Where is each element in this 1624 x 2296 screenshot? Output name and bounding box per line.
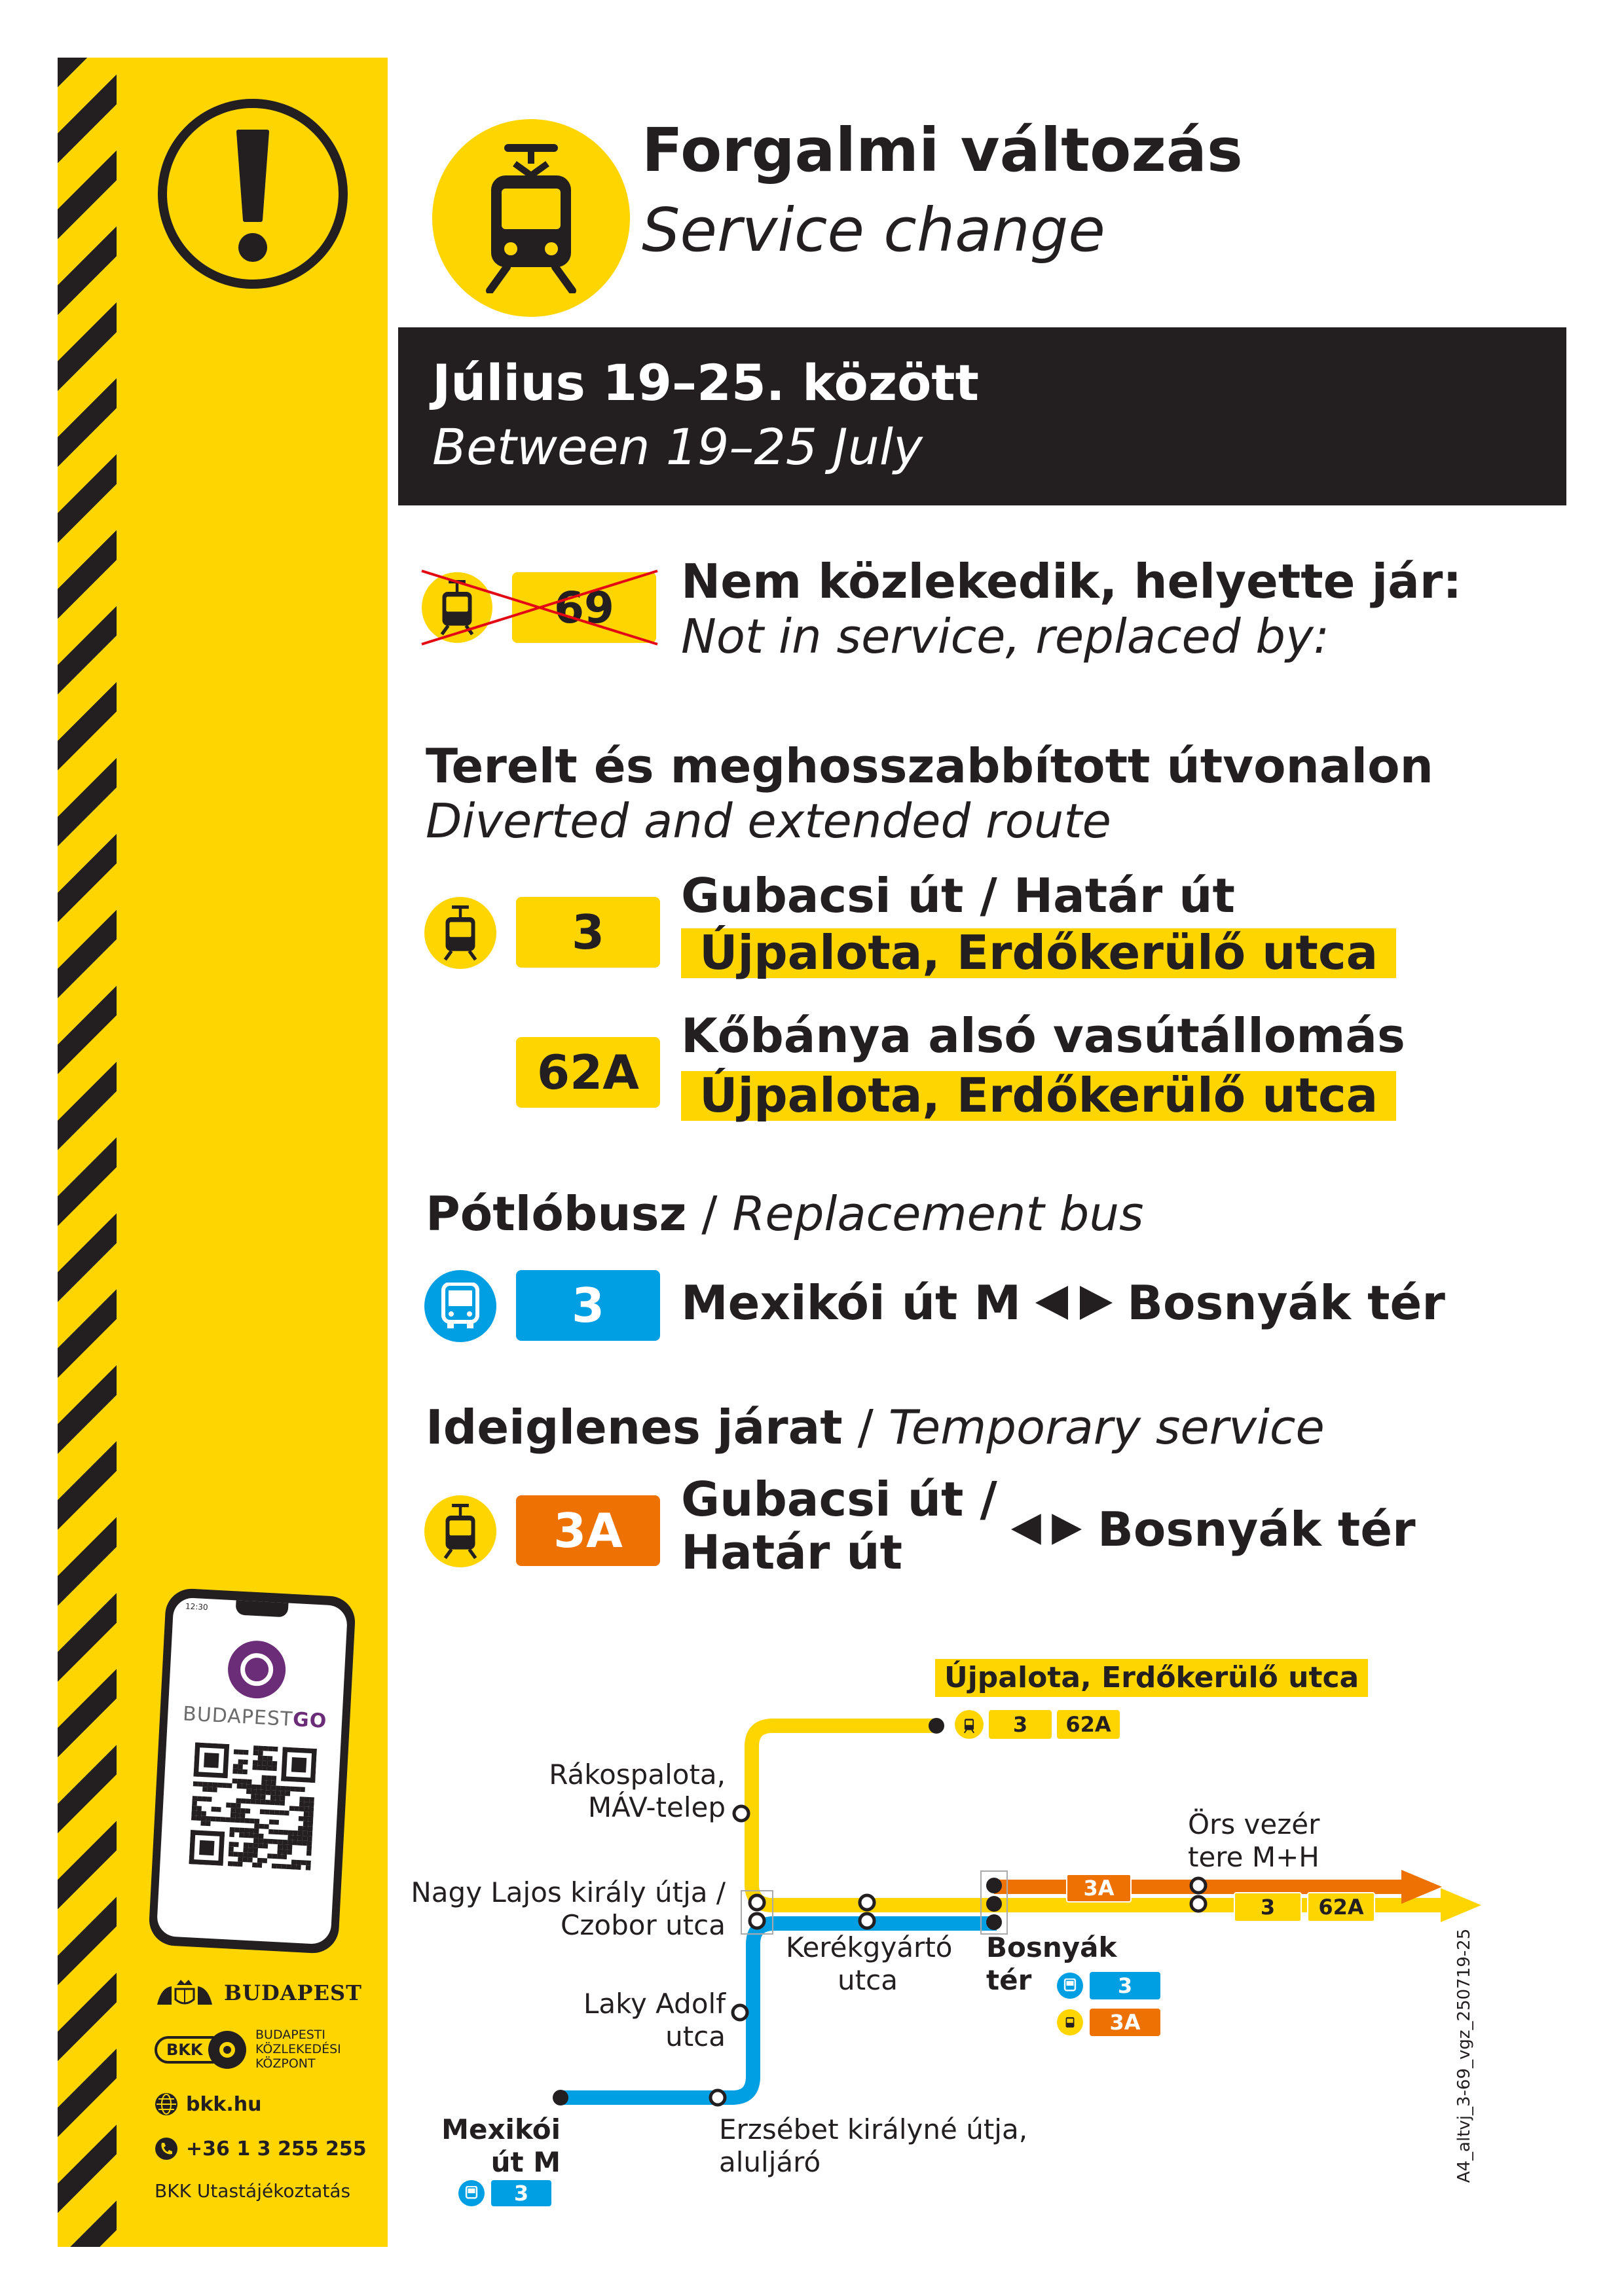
date-hu: Július 19–25. között xyxy=(432,354,979,412)
stop-terminus xyxy=(929,1718,944,1734)
route-62a-from: Kőbánya alsó vasútállomás xyxy=(681,1008,1405,1063)
bkk-logo: BKK BUDAPESTI KÖZLEKEDÉSI KÖZPONT xyxy=(155,2028,341,2071)
map-orange-line-badge: 3A xyxy=(1066,1874,1132,1903)
line-badge-69: 69 xyxy=(512,572,656,643)
line-badge-62a: 62A xyxy=(516,1037,660,1108)
temporary-heading: Ideiglenes járat / Temporary service xyxy=(426,1400,1325,1455)
app-name: BUDAPESTGO xyxy=(182,1702,328,1733)
route-3-from: Gubacsi út / Határ út xyxy=(681,868,1235,923)
stop-kerekgyarto xyxy=(860,1914,874,1928)
map-yellow-line-badges: 3 62A xyxy=(1234,1892,1375,1922)
passenger-info-label: BKK Utastájékoztatás xyxy=(155,2180,351,2202)
phone-number[interactable]: +36 1 3 255 255 xyxy=(155,2137,367,2160)
stop-laky xyxy=(733,2005,747,2020)
document-code: A4_altvj_3-69_vgz_250719-25 xyxy=(1454,1928,1474,2183)
line-badge-3: 3 xyxy=(516,897,660,968)
diverted-heading-hu: Terelt és meghosszabbított útvonalon xyxy=(426,738,1433,793)
date-en: Between 19–25 July xyxy=(432,418,923,476)
map-stop-bosnyak: Bosnyák tér xyxy=(986,1931,1117,1996)
stop-bosnyak xyxy=(986,1896,1002,1912)
route-3-to: Újpalota, Erdőkerülő utca xyxy=(681,928,1396,978)
stop-mexikoi xyxy=(553,2090,568,2105)
map-stop-erzsebet: Erzsébet királyné útja, aluljáró xyxy=(719,2113,1028,2178)
diverted-heading-en: Diverted and extended route xyxy=(426,793,1111,848)
map-stop-nagy-lajos: Nagy Lajos király útja / Czobor utca xyxy=(411,1876,726,1941)
stop-kerekgyarto xyxy=(860,1895,874,1910)
line-badge-bus-3: 3 xyxy=(516,1270,660,1341)
map-terminus-label: Újpalota, Erdőkerülő utca xyxy=(935,1659,1368,1697)
stop-rakospalota xyxy=(734,1806,748,1821)
stop-erzsebet xyxy=(710,2090,725,2105)
stop-nagy-lajos xyxy=(750,1895,764,1910)
stop-czobor xyxy=(750,1914,764,1928)
map-stop-laky: Laky Adolf utca xyxy=(583,1988,726,2052)
phone-time: 12:30 xyxy=(185,1601,208,1613)
suspended-text-en: Not in service, replaced by: xyxy=(681,609,1329,664)
map-stop-ors: Örs vezér tere M+H xyxy=(1188,1808,1320,1873)
map-mexikoi-badges: 3 xyxy=(458,2180,551,2206)
temporary-to: Bosnyák tér xyxy=(1011,1502,1416,1557)
map-bosnyak-badges: 3 3A xyxy=(1057,1972,1160,2036)
city-name: BUDAPEST xyxy=(224,1980,362,2005)
suspended-text-hu: Nem közlekedik, helyette jár: xyxy=(681,554,1462,609)
website-link[interactable]: bkk.hu xyxy=(155,2092,262,2116)
temporary-from: Gubacsi út / Határ út xyxy=(681,1472,997,1580)
map-terminus-badges: 3 62A xyxy=(955,1710,1120,1739)
stop-ors xyxy=(1191,1897,1206,1911)
tram-icon xyxy=(1057,2009,1083,2035)
replacement-heading: Pótlóbusz / Replacement bus xyxy=(426,1186,1144,1241)
map-stop-rakospalota: Rákospalota, MÁV-telep xyxy=(549,1758,726,1823)
title-hu: Forgalmi változás xyxy=(642,115,1243,185)
bus-icon xyxy=(1057,1973,1083,1999)
tram-icon xyxy=(955,1710,984,1739)
title-en: Service change xyxy=(642,195,1105,265)
map-stop-mexikoi: Mexikói út M xyxy=(441,2113,561,2178)
stop-bosnyak xyxy=(986,1878,1002,1893)
map-stop-kerekgyarto: Kerékgyártó utca xyxy=(786,1931,953,1996)
stop-bosnyak xyxy=(986,1914,1002,1930)
line-badge-3a: 3A xyxy=(516,1495,660,1566)
replacement-route: Mexikói út M Bosnyák tér xyxy=(681,1275,1445,1330)
route-62a-to: Újpalota, Erdőkerülő utca xyxy=(681,1071,1396,1121)
bus-icon xyxy=(458,2180,485,2206)
stop-ors xyxy=(1191,1878,1206,1893)
